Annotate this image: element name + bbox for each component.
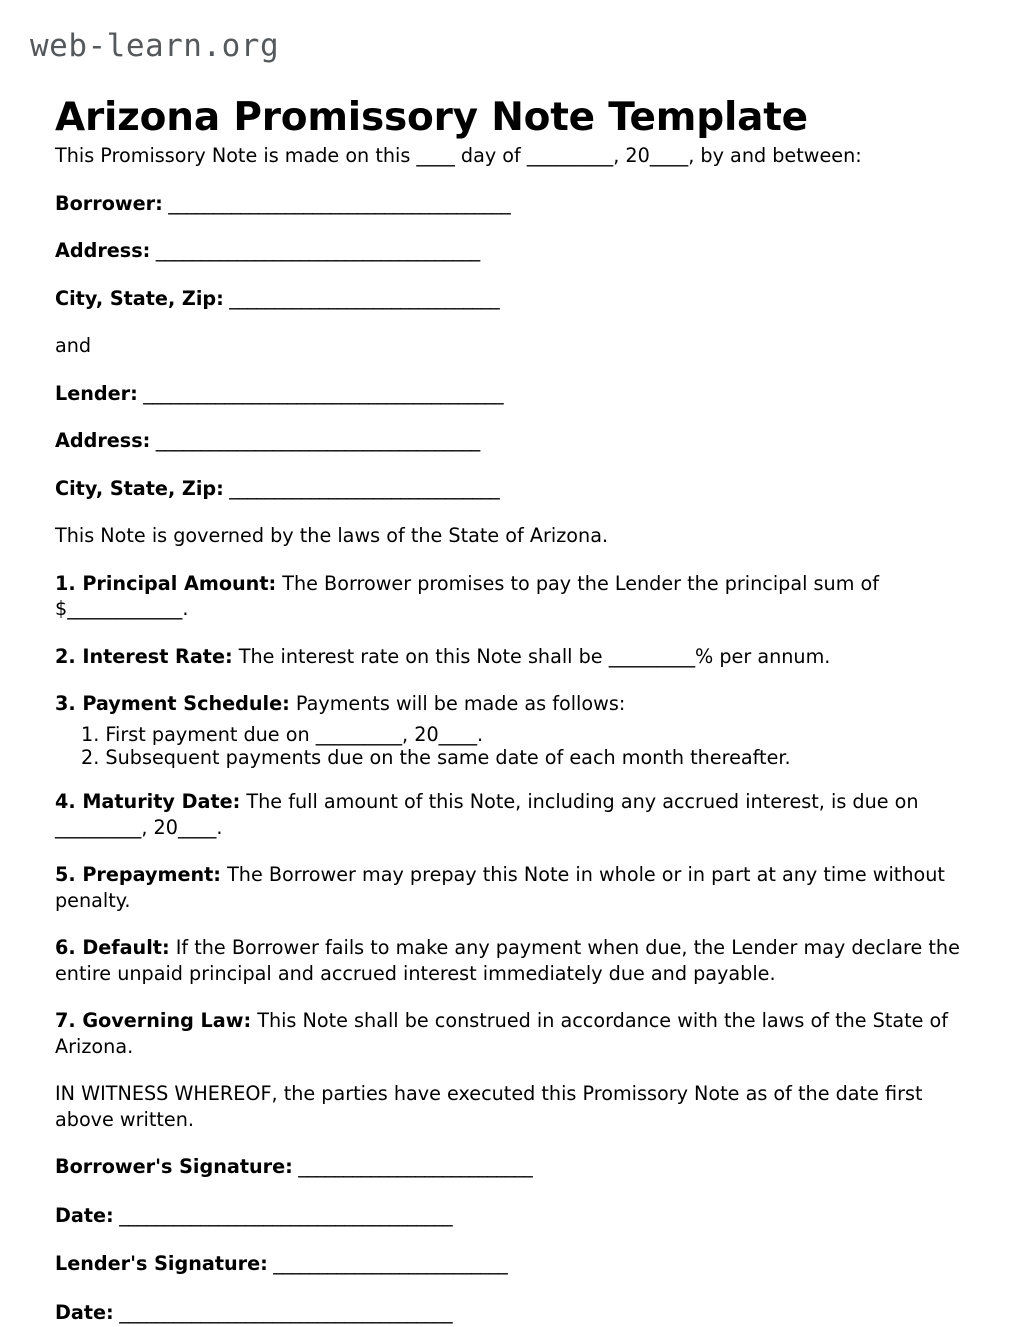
clause-7-text: This Note shall be construed in accordance with the laws of the State of Arizona.: [55, 1009, 949, 1058]
borrower-city-blank[interactable]: ______________________________: [223, 286, 500, 310]
clause-3-text: Payments will be made as follows:: [289, 692, 626, 716]
clause-default: [55, 935, 967, 986]
lender-date-blank[interactable]: _____________________________________: [113, 1300, 453, 1324]
lender-signature-label: Lender's Signature:: [55, 1252, 268, 1276]
lender-address-blank[interactable]: ____________________________________: [150, 429, 480, 453]
governing-statement: This Note is governed by the laws of the State of Arizona.: [55, 524, 609, 548]
clause-6-heading: 6. Default:: [55, 936, 170, 960]
borrower-date-blank[interactable]: _____________________________________: [113, 1203, 453, 1227]
borrower-city-label: City, State, Zip:: [55, 286, 224, 310]
borrower-city-field: [55, 286, 967, 312]
clause-interest-rate: [55, 644, 967, 670]
clause-4-heading: 4. Maturity Date:: [55, 789, 241, 813]
lender-address-label: Address:: [55, 429, 151, 453]
borrower-address-blank[interactable]: ____________________________________: [150, 239, 480, 263]
clause-5-heading: 5. Prepayment:: [55, 863, 221, 887]
clause-prepayment: [55, 862, 967, 913]
borrower-name-field: [55, 191, 967, 217]
clause-7-heading: 7. Governing Law:: [55, 1009, 252, 1033]
borrower-name-label: Borrower:: [55, 191, 163, 215]
borrower-address-label: Address:: [55, 239, 151, 263]
lender-date-label: Date:: [55, 1300, 114, 1324]
site-watermark: web-learn.org: [30, 28, 280, 64]
list-item: Subsequent payments due on the same date of each month thereafter.: [105, 745, 791, 769]
borrower-signature-blank[interactable]: __________________________: [292, 1155, 533, 1179]
signature-block: [55, 1154, 967, 1325]
witness-clause: IN WITNESS WHEREOF, the parties have executed this Promissory Note as of the date first above written.: [55, 1082, 923, 1131]
borrower-address-field: [55, 238, 967, 264]
lender-name-field: [55, 381, 967, 407]
clause-payment-schedule: [55, 691, 967, 717]
clause-5-text: The Borrower may prepay this Note in whole or in part at any time without penalty.: [55, 863, 945, 912]
clause-4-text: The full amount of this Note, including any accrued interest, is due on _________, 20____.: [55, 789, 919, 839]
clause-6-text: If the Borrower fails to make any payment when due, the Lender may declare the entire unpaid principal and accrued interest immediately due and payable.: [55, 936, 960, 985]
borrower-signature-label: Borrower's Signature:: [55, 1155, 293, 1179]
lender-city-blank[interactable]: ______________________________: [223, 476, 500, 500]
borrower-date-label: Date:: [55, 1203, 114, 1227]
lender-city-field: [55, 476, 967, 502]
borrower-signature-field: [55, 1154, 967, 1180]
lender-date-field: [55, 1300, 967, 1326]
lender-name-blank[interactable]: ________________________________________: [137, 381, 504, 405]
borrower-date-field: [55, 1203, 967, 1229]
lender-signature-blank[interactable]: __________________________: [267, 1252, 508, 1276]
lender-signature-field: [55, 1251, 967, 1277]
clause-principal-amount: [55, 571, 967, 622]
lender-name-label: Lender:: [55, 381, 138, 405]
payment-schedule-list: [55, 723, 967, 769]
list-item: First payment due on _________, 20____.: [105, 722, 484, 746]
intro-paragraph: This Promissory Note is made on this ____ day of _________, 20____, by and between:: [55, 144, 862, 167]
clause-2-text: The interest rate on this Note shall be _________% per annum.: [232, 644, 831, 668]
clause-maturity-date: [55, 789, 967, 840]
page-title: Arizona Promissory Note Template: [55, 95, 808, 141]
clause-1-heading: 1. Principal Amount:: [55, 571, 277, 595]
clause-2-heading: 2. Interest Rate:: [55, 644, 233, 668]
clause-governing-law: [55, 1008, 967, 1059]
lender-city-label: City, State, Zip:: [55, 476, 224, 500]
borrower-name-blank[interactable]: ______________________________________: [162, 191, 511, 215]
clause-1-text: The Borrower promises to pay the Lender the principal sum of $____________.: [55, 571, 879, 621]
conjunction-and: and: [55, 334, 92, 358]
clause-3-heading: 3. Payment Schedule:: [55, 692, 290, 716]
lender-address-field: [55, 428, 967, 454]
document-body: [55, 143, 967, 1327]
